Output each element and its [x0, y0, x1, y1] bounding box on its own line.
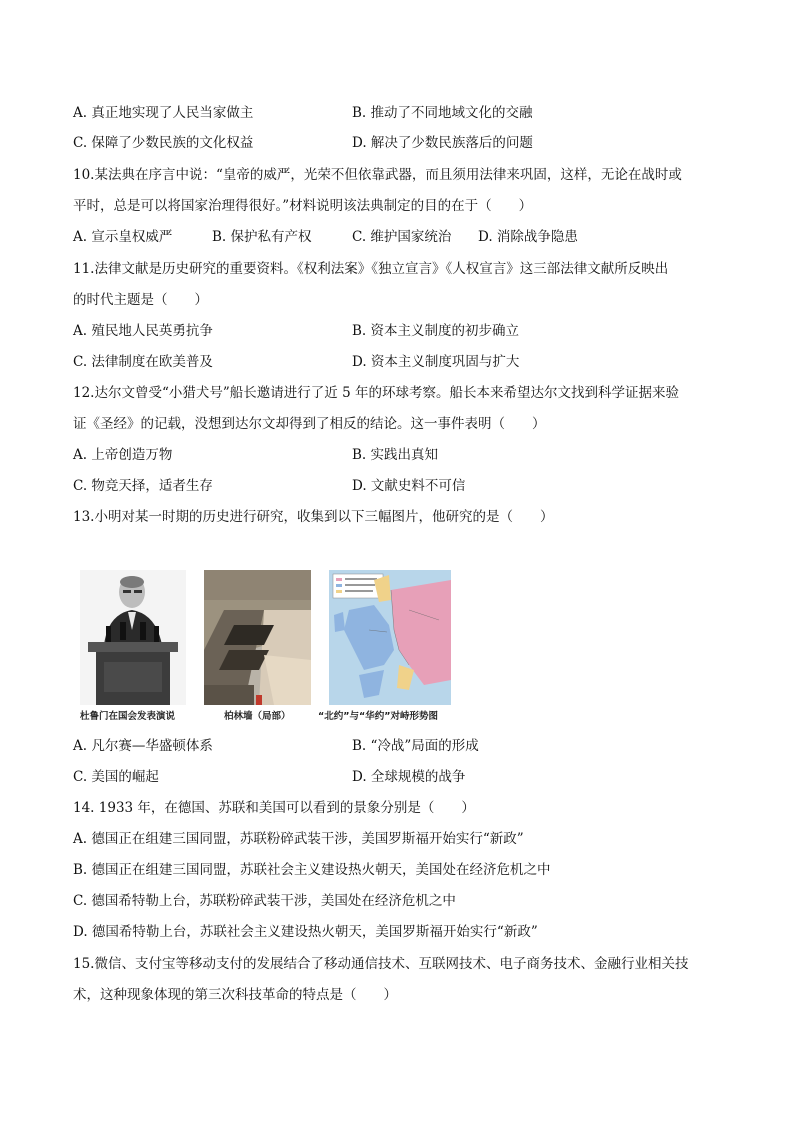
- q9-option-a: A. 真正地实现了人民当家做主: [73, 105, 254, 121]
- map-caption: “北约”与“华约”对峙形势图: [318, 711, 438, 722]
- berlin-wall-caption: 柏林墙（局部）: [224, 711, 291, 722]
- q12-option-c: C. 物竞天择，适者生存: [73, 478, 213, 494]
- q11-option-d: D. 资本主义制度巩固与扩大: [352, 354, 520, 370]
- nato-warsaw-map: [329, 570, 451, 705]
- q12-stem-line2: 证《圣经》的记载，没想到达尔文却得到了相反的结论。这一事件表明（ ）: [73, 416, 546, 432]
- q13-figures: [80, 570, 480, 720]
- q15-stem-line2: 术，这种现象体现的第三次科技革命的特点是（ ）: [73, 987, 397, 1003]
- q14-option-a: A. 德国正在组建三国同盟，苏联粉碎武装干涉，美国罗斯福开始实行“新政”: [73, 831, 524, 847]
- q12-option-d: D. 文献史料不可信: [352, 478, 466, 494]
- q9-option-c: C. 保障了少数民族的文化权益: [73, 135, 254, 151]
- q13-option-d: D. 全球规模的战争: [352, 769, 466, 785]
- q11-option-a: A. 殖民地人民英勇抗争: [73, 323, 213, 339]
- q12-stem-line1: 12.达尔文曾受“小猎犬号”船长邀请进行了近 5 年的环球考察。船长本来希望达尔文找到科学证据来验: [73, 385, 679, 401]
- q10-option-c: C. 维护国家统治: [352, 229, 452, 245]
- q9-option-d: D. 解决了少数民族落后的问题: [352, 135, 533, 151]
- q15-stem-line1: 15.微信、支付宝等移动支付的发展结合了移动通信技术、互联网技术、电子商务技术、金融行业相关技: [73, 956, 689, 972]
- q10-option-b: B. 保护私有产权: [212, 229, 312, 245]
- q13-option-a: A. 凡尔赛—华盛顿体系: [73, 738, 213, 754]
- q12-option-a: A. 上帝创造万物: [73, 447, 173, 463]
- q11-option-c: C. 法律制度在欧美普及: [73, 354, 213, 370]
- q11-stem-line1: 11.法律文献是历史研究的重要资料。《权利法案》《独立宣言》《人权宣言》这三部法律文献所反映出: [73, 261, 669, 277]
- q11-stem-line2: 的时代主题是（ ）: [73, 292, 208, 308]
- q13-option-b: B. “冷战”局面的形成: [352, 738, 479, 754]
- q14-option-d: D. 德国希特勒上台，苏联社会主义建设热火朝天，美国罗斯福开始实行“新政”: [73, 924, 538, 940]
- q14-option-c: C. 德国希特勒上台，苏联粉碎武装干涉，美国处在经济危机之中: [73, 893, 456, 909]
- q13-option-c: C. 美国的崛起: [73, 769, 159, 785]
- q10-stem-line1: 10.某法典在序言中说：“皇帝的威严，光荣不但依靠武器，而且须用法律来巩固，这样，无论在战时或: [73, 167, 682, 183]
- truman-speech-photo: [80, 570, 186, 705]
- berlin-wall-photo: [204, 570, 311, 705]
- q10-option-a: A. 宣示皇权威严: [73, 229, 173, 245]
- q12-option-b: B. 实践出真知: [352, 447, 439, 463]
- truman-caption: 杜鲁门在国会发表演说: [80, 711, 176, 722]
- q13-stem: 13.小明对某一时期的历史进行研究，收集到以下三幅图片，他研究的是（ ）: [73, 509, 554, 525]
- q11-option-b: B. 资本主义制度的初步确立: [352, 323, 520, 339]
- q14-option-b: B. 德国正在组建三国同盟，苏联社会主义建设热火朝天，美国处在经济危机之中: [73, 862, 551, 878]
- q14-stem: 14. 1933 年，在德国、苏联和美国可以看到的景象分别是（ ）: [73, 800, 475, 816]
- q9-option-b: B. 推动了不同地域文化的交融: [352, 105, 533, 121]
- q10-option-d: D. 消除战争隐患: [478, 229, 578, 245]
- q10-stem-line2: 平时，总是可以将国家治理得很好。”材料说明该法典制定的目的在于（ ）: [73, 198, 533, 214]
